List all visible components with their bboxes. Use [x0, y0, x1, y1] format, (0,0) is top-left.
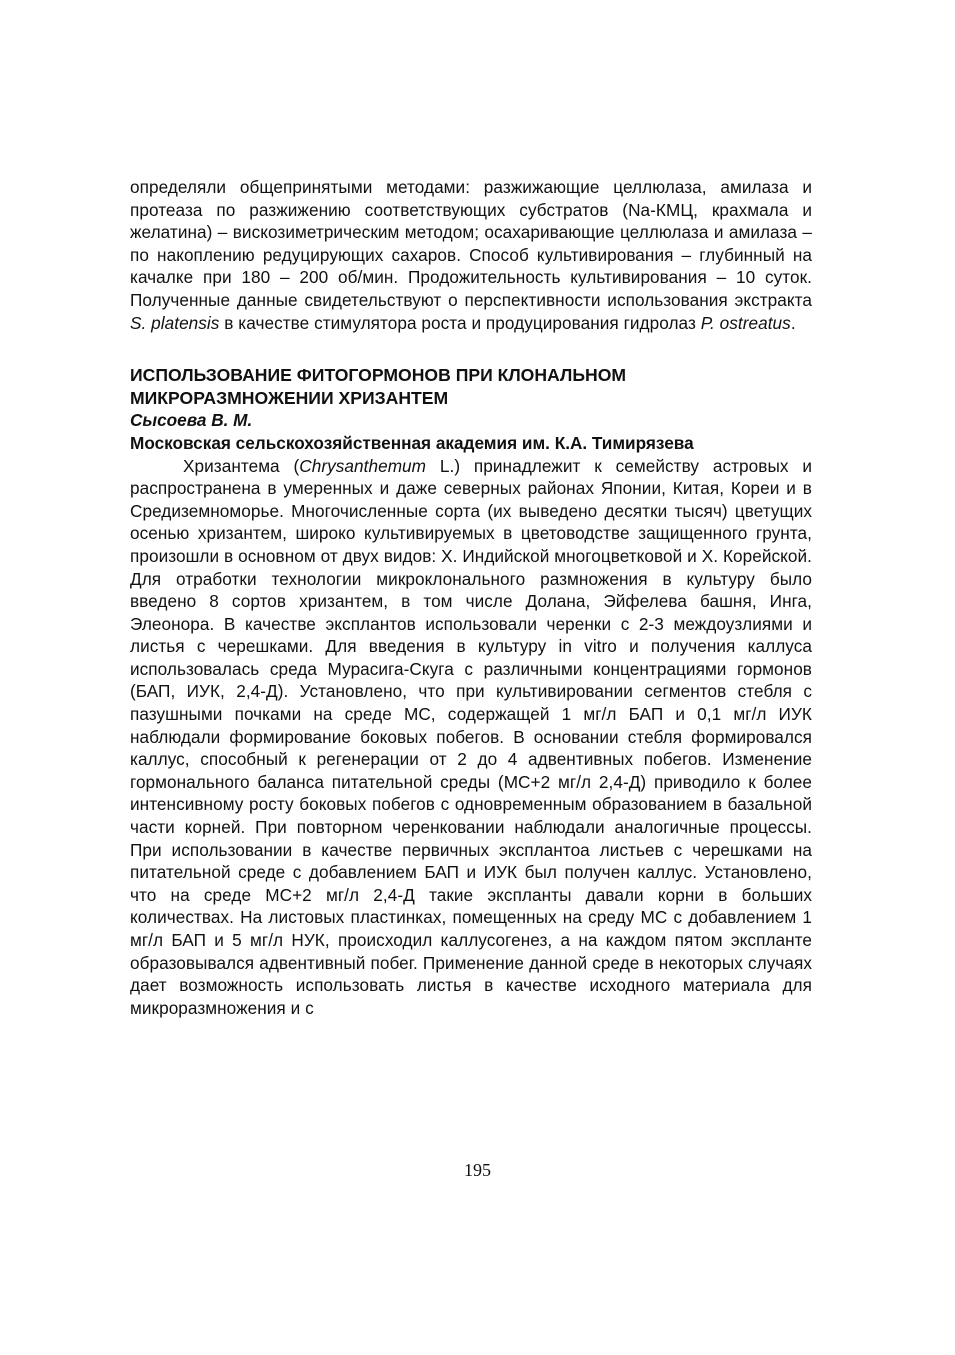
article-affiliation: Московская сельскохозяйственная академия им. К.А. Тимирязева — [130, 432, 694, 453]
intro-text-1: определяли общепринятыми методами: разжижающие целлюлаза, амилаза и протеаза по разжижению соответствующих субстратов (Na-КМЦ, крахмала и желатина) – вискозиметрическим методом; осахаривающие целлюлаза и амилаза – по накоплению редуцирующих сахаров. Способ культивирования – глубинный на качалке при 180 – 200 об/мин. Продожительность культивирования – 10 суток. Полученные данные свидетельствуют о перспективности использования экстракта — [130, 177, 812, 310]
intro-text-2: в качестве стимулятора роста и продуцирования гидролаз — [219, 312, 701, 333]
intro-text-3: . — [790, 312, 796, 333]
body-text-2: L.) принадлежит к семейству астровых и распространена в умеренных и даже северных районах Японии, Китая, Кореи и в Средиземноморье. Многочисленные сорта (их выведено десятки тысяч) цветущих осенью хризантем, широко культивируемых в цветоводстве защищенного грунта, произошли в основном от двух видов: Х. Индийской многоцветковой и Х. Корейской. Для отработки технологии микроклонального размножения в культуру было введено 8 сортов хризантем, в том числе Долана, Эйфелева башня, Инга, Элеонора. В качестве эксплантов использовали черенки с 2-3 междоузлиями и листья с черешками. Для введения в культуру in vitro и получения каллуса использовалась среда Мурасига-Скуга с различными концентрациями гормонов (БАП, ИУК, 2,4-Д). Установлено, что при культивировании сегментов стебля с пазушными почками на среде МС, содержащей 1 мг/л БАП и 0,1 мг/л ИУК наблюдали формирование боковых побегов. В основании стебля формировался каллус, способный к регенерации от 2 до 4 адвентивных побегов. Изменение гормонального баланса питательной среды (МС+2 мг/л 2,4-Д) приводило к более интенсивному росту боковых побегов с одновременным образованием в базальной части корней. При повторном черенковании наблюдали аналогичные процессы. При использовании в качестве первичных эксплантоа листьев с черешками на питательной среде с добавлением БАП и ИУК был получен каллус. Установлено, что на среде МС+2 мг/л 2,4-Д такие экспланты давали корни в больших количествах. На листовых пластинках, помещенных на среду МС с добавлением 1 мг/л БАП и 5 мг/л НУК, происходил каллусогенез, а на каждом пятом экспланте образовывался адвентивный побег. Применение данной среде в некоторых случаях дает возможность использовать листья в качестве исходного материала для микроразмножения и с — [130, 455, 812, 1018]
article-body — [130, 455, 812, 1020]
intro-paragraph — [130, 176, 812, 334]
page-number: 195 — [464, 1160, 491, 1180]
article-author: Сысоева В. М. — [130, 410, 253, 431]
page-content — [130, 176, 812, 1019]
latin-genus-name: Chrysanthemum — [299, 455, 427, 476]
species-name-spirulina: S. platensis — [130, 312, 220, 333]
article-title: ИСПОЛЬЗОВАНИЕ ФИТОГОРМОНОВ ПРИ КЛОНАЛЬНОМ МИКРОРАЗМНОЖЕНИИ ХРИЗАНТЕМ — [130, 365, 627, 408]
species-name-pleurotus: P. ostreatus — [700, 312, 791, 333]
body-text-1: Хризантема ( — [183, 455, 300, 476]
